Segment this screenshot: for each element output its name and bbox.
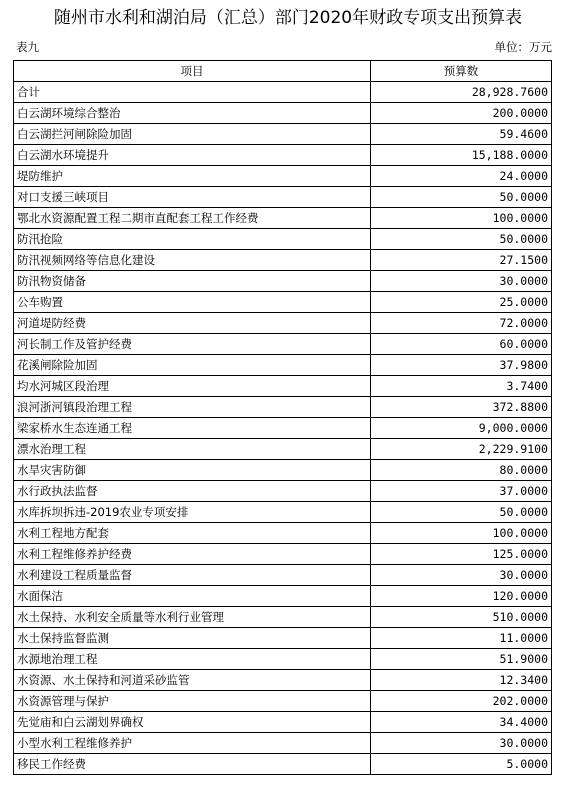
row-item-name: 鄂北水资源配置工程二期市直配套工程工作经费 (14, 208, 371, 229)
row-item-name: 水资源、水土保持和河道采砂监管 (14, 670, 371, 691)
table-row (14, 439, 552, 460)
table-row (14, 628, 552, 649)
row-item-name: 河长制工作及管护经费 (14, 334, 371, 355)
row-item-name: 防汛视频网络等信息化建设 (14, 250, 371, 271)
row-item-name: 公车购置 (14, 292, 371, 313)
table-row (14, 460, 552, 481)
unit-label: 单位：万元 (494, 40, 552, 54)
row-amount: 3.7400 (371, 376, 552, 397)
row-amount: 9,000.0000 (371, 418, 552, 439)
row-item-name: 白云湖水环境提升 (14, 145, 371, 166)
table-body (14, 82, 552, 775)
row-item-name: 水利工程地方配套 (14, 523, 371, 544)
row-item-name: 梁家桥水生态连通工程 (14, 418, 371, 439)
row-item-name: 堤防维护 (14, 166, 371, 187)
row-item-name: 均水河城区段治理 (14, 376, 371, 397)
table-row (14, 292, 552, 313)
table-row (14, 586, 552, 607)
row-amount: 30.0000 (371, 565, 552, 586)
row-amount: 11.0000 (371, 628, 552, 649)
row-item-name: 小型水利工程维修养护 (14, 733, 371, 754)
row-amount: 510.0000 (371, 607, 552, 628)
row-amount: 50.0000 (371, 502, 552, 523)
row-amount: 202.0000 (371, 691, 552, 712)
row-item-name: 水旱灾害防御 (14, 460, 371, 481)
row-amount: 372.8800 (371, 397, 552, 418)
table-row (14, 691, 552, 712)
row-amount: 100.0000 (371, 208, 552, 229)
row-amount: 5.0000 (371, 754, 552, 775)
table-row (14, 187, 552, 208)
row-amount: 120.0000 (371, 586, 552, 607)
row-item-name: 对口支援三峡项目 (14, 187, 371, 208)
row-item-name: 水行政执法监督 (14, 481, 371, 502)
row-amount: 28,928.7600 (371, 82, 552, 103)
table-row (14, 145, 552, 166)
row-item-name: 白云湖环境综合整治 (14, 103, 371, 124)
row-item-name: 水资源管理与保护 (14, 691, 371, 712)
table-row (14, 670, 552, 691)
table-row (14, 271, 552, 292)
table-row (14, 229, 552, 250)
table-row (14, 754, 552, 775)
row-amount: 51.9000 (371, 649, 552, 670)
row-amount: 200.0000 (371, 103, 552, 124)
row-amount: 34.4000 (371, 712, 552, 733)
header-item: 项目 (14, 61, 371, 82)
table-number: 表九 (16, 40, 39, 54)
row-item-name: 水利工程维修养护经费 (14, 544, 371, 565)
row-amount: 59.4600 (371, 124, 552, 145)
row-amount: 50.0000 (371, 229, 552, 250)
row-item-name: 花溪闸除险加固 (14, 355, 371, 376)
row-amount: 15,188.0000 (371, 145, 552, 166)
table-row (14, 481, 552, 502)
row-item-name: 水源地治理工程 (14, 649, 371, 670)
table-row (14, 607, 552, 628)
row-amount: 27.1500 (371, 250, 552, 271)
total-row (14, 82, 552, 103)
table-row (14, 712, 552, 733)
row-item-name: 漂水治理工程 (14, 439, 371, 460)
page-title: 随州市水利和湖泊局（汇总）部门2020年财政专项支出预算表 (53, 8, 523, 28)
row-item-name: 白云湖拦河闸除险加固 (14, 124, 371, 145)
row-amount: 24.0000 (371, 166, 552, 187)
table-row (14, 397, 552, 418)
row-amount: 100.0000 (371, 523, 552, 544)
row-item-name: 水面保洁 (14, 586, 371, 607)
table-row (14, 166, 552, 187)
table-row (14, 544, 552, 565)
row-item-name: 水土保持监督监测 (14, 628, 371, 649)
row-amount: 30.0000 (371, 733, 552, 754)
row-amount: 37.9800 (371, 355, 552, 376)
row-amount: 2,229.9100 (371, 439, 552, 460)
table-row (14, 502, 552, 523)
header-amount: 预算数 (371, 61, 552, 82)
row-item-name: 水利建设工程质量监督 (14, 565, 371, 586)
row-amount: 12.3400 (371, 670, 552, 691)
table-row (14, 250, 552, 271)
row-item-name: 防汛物资储备 (14, 271, 371, 292)
table-row (14, 124, 552, 145)
table-row (14, 334, 552, 355)
row-amount: 25.0000 (371, 292, 552, 313)
row-item-name: 水土保持、水利安全质量等水利行业管理 (14, 607, 371, 628)
row-amount: 30.0000 (371, 271, 552, 292)
table-header-row (14, 61, 552, 82)
budget-table (13, 60, 552, 775)
row-item-name: 移民工作经费 (14, 754, 371, 775)
row-amount: 60.0000 (371, 334, 552, 355)
row-item-name: 浪河浙河镇段治理工程 (14, 397, 371, 418)
table-row (14, 313, 552, 334)
row-amount: 37.0000 (371, 481, 552, 502)
row-amount: 80.0000 (371, 460, 552, 481)
table-row (14, 376, 552, 397)
row-amount: 72.0000 (371, 313, 552, 334)
row-amount: 125.0000 (371, 544, 552, 565)
row-item-name: 先觉庙和白云湖划界确权 (14, 712, 371, 733)
table-row (14, 733, 552, 754)
row-amount: 50.0000 (371, 187, 552, 208)
table-row (14, 565, 552, 586)
row-item-name: 合计 (14, 82, 371, 103)
row-item-name: 河道堤防经费 (14, 313, 371, 334)
row-item-name: 水库拆坝拆违-2019农业专项安排 (14, 502, 371, 523)
table-row (14, 523, 552, 544)
table-row (14, 208, 552, 229)
table-row (14, 103, 552, 124)
table-row (14, 649, 552, 670)
table-row (14, 355, 552, 376)
row-item-name: 防汛抢险 (14, 229, 371, 250)
table-row (14, 418, 552, 439)
